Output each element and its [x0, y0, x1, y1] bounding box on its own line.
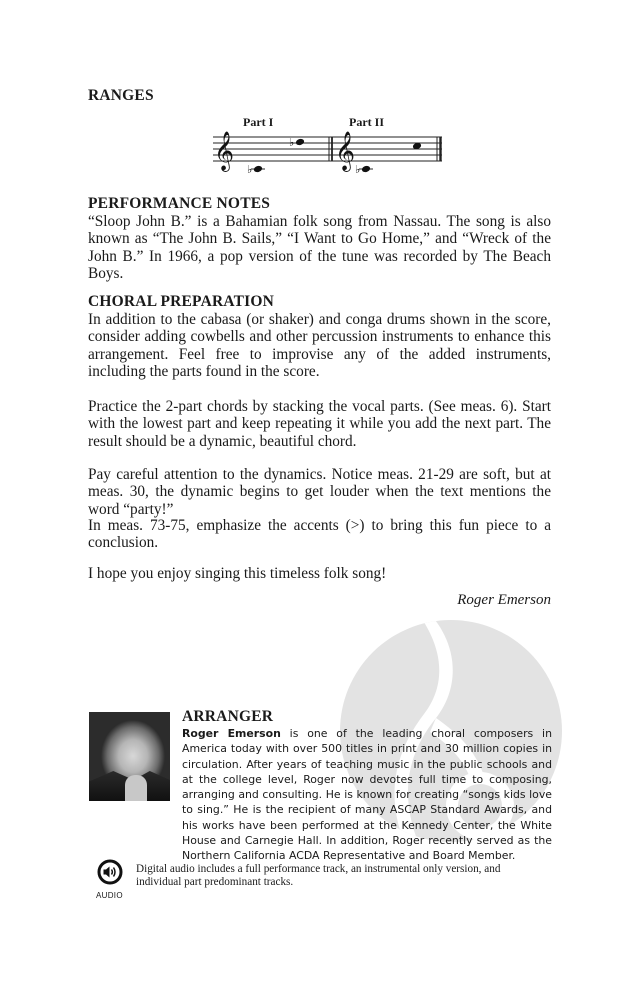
photo-hand	[125, 775, 147, 801]
arranger-heading: ARRANGER	[182, 708, 274, 725]
music-staff-svg	[205, 110, 450, 185]
choral-prep-paragraph-5: I hope you enjoy singing this timeless folk song!	[88, 565, 387, 582]
svg-text:♭: ♭	[355, 163, 361, 176]
arranger-name: Roger Emerson	[182, 727, 281, 740]
choral-prep-paragraph-1: In addition to the cabasa (or shaker) and conga drums shown in the score, consider adding cowbells and other percussion instruments to enhance this arrangement. Feel free to improvise any of the added instruments, including the parts found in the score.	[88, 311, 551, 381]
signature: Roger Emerson	[457, 592, 551, 608]
arranger-photo	[89, 712, 170, 801]
choral-prep-paragraph-4: In meas. 73-75, emphasize the accents (>) to bring this fun piece to a conclusion.	[88, 517, 551, 552]
treble-clef-icon: 𝄞	[335, 131, 356, 171]
choral-prep-paragraph-3: Pay careful attention to the dynamics. Notice meas. 21-29 are soft, but at meas. 30, the dynamic begins to get louder when the text mentions the word “party!”	[88, 466, 551, 518]
svg-text:♭: ♭	[289, 136, 295, 149]
audio-speaker-icon	[97, 859, 123, 885]
part-1-label: Part I	[243, 115, 274, 129]
part-2-label: Part II	[349, 115, 384, 129]
ranges-staff	[205, 110, 450, 185]
audio-description: Digital audio includes a full performance track, an instrumental only version, and individual part predominant tracks.	[136, 863, 501, 888]
choral-prep-paragraph-2: Practice the 2-part chords by stacking the vocal parts. (See meas. 6). Start with the lowest part and keep repeating it while you add the next part. The result should be a dynamic, beautiful chord.	[88, 398, 551, 450]
choral-preparation-heading: CHORAL PREPARATION	[88, 293, 275, 310]
arranger-bio-text: is one of the leading choral composers in America today with over 500 titles in print and 30 million copies in circulation. After years of teaching music in the public schools and at the college level, Roger now devotes full time to composing, arranging and consulting. He is known for creating “songs kids love to sing.” He is the recipient of many ASCAP Standard Awards, and his works have been performed at the Kennedy Center, the White House and Carnegie Hall. In addition, Roger recently served as the Northern California ACDA Representative and Board Member.	[182, 727, 552, 862]
performance-notes-text: “Sloop John B.” is a Bahamian folk song from Nassau. The song is also known as “The John B. Sails,” “I Want to Go Home,” and “Wreck of the John B.” In 1966, a pop version of the tune was recorded by The Beach Boys.	[88, 213, 551, 283]
ranges-heading: RANGES	[88, 87, 154, 104]
performance-notes-heading: PERFORMANCE NOTES	[88, 195, 271, 212]
svg-text:♭: ♭	[247, 163, 253, 176]
arranger-bio	[182, 726, 552, 863]
treble-clef-icon: 𝄞	[214, 131, 235, 171]
audio-label: AUDIO	[96, 891, 123, 900]
